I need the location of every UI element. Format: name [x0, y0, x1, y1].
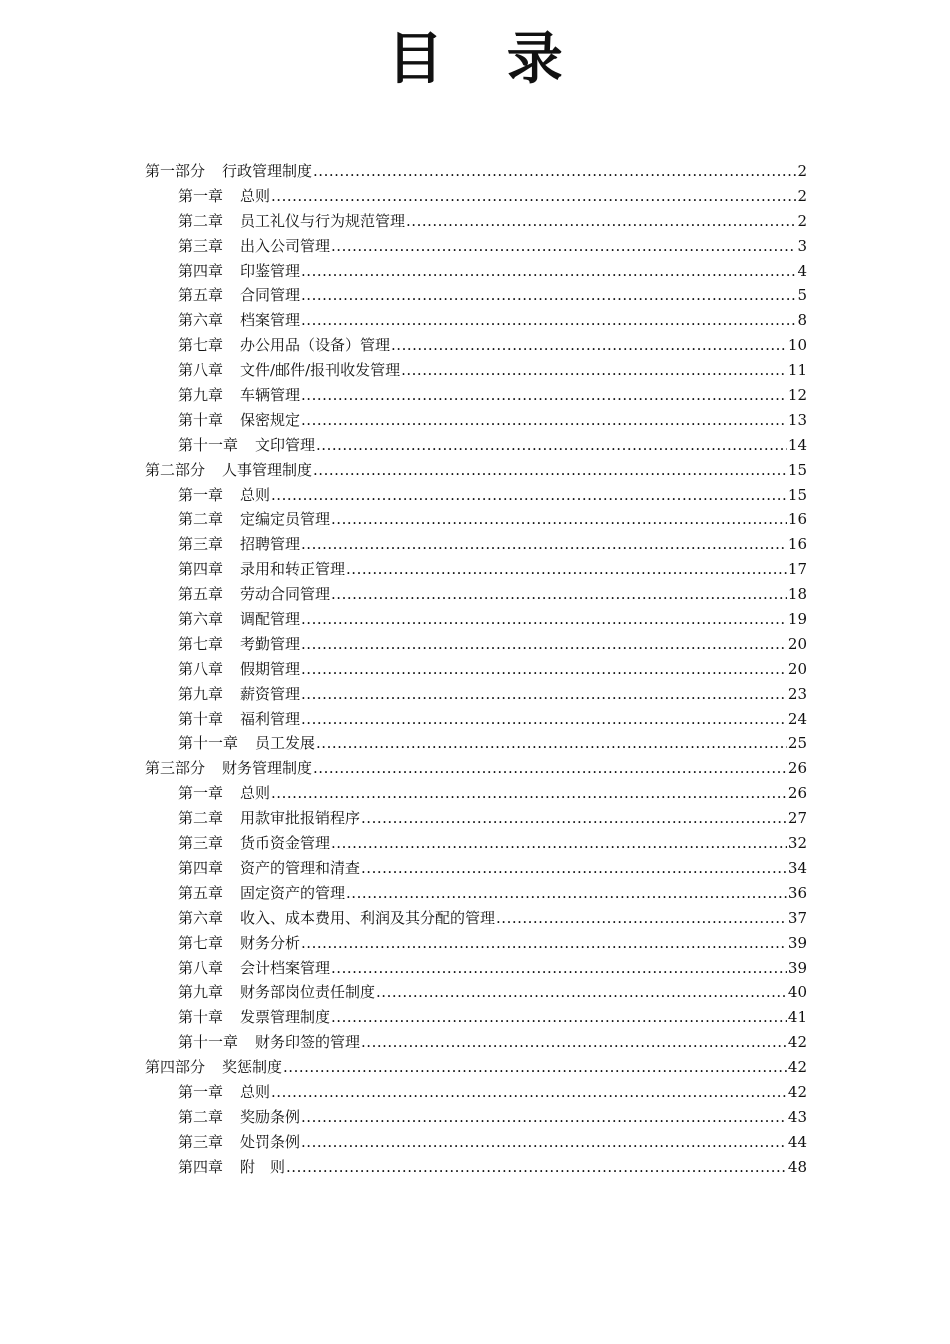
toc-chapter-entry[interactable]	[145, 383, 807, 408]
toc-entry-number: 第四部分	[145, 1058, 206, 1077]
toc-entry-title: 员工发展	[255, 734, 316, 753]
toc-page-number: 3	[797, 236, 807, 255]
toc-entry-number: 第四章	[178, 1157, 224, 1176]
toc-page-number: 18	[787, 585, 807, 604]
toc-entry-title: 资产的管理和清查	[240, 858, 361, 877]
toc-entry-title: 招聘管理	[240, 535, 301, 554]
toc-entry-number: 第三章	[178, 535, 224, 554]
toc-page-number: 17	[787, 560, 807, 579]
toc-entry-title: 考勤管理	[240, 634, 301, 653]
toc-entry-title: 收入、成本费用、利润及其分配的管理	[240, 908, 496, 927]
toc-entry-title: 附 则	[240, 1157, 286, 1176]
toc-chapter-entry[interactable]	[145, 980, 807, 1005]
toc-dot-leader	[496, 906, 787, 931]
toc-entry-number: 第四章	[178, 261, 224, 280]
toc-entry-title: 保密规定	[240, 410, 301, 429]
toc-chapter-entry[interactable]	[145, 1080, 807, 1105]
toc-dot-leader	[301, 308, 796, 333]
toc-entry-number: 第八章	[178, 958, 224, 977]
toc-dot-leader	[271, 483, 787, 508]
toc-page-number: 27	[787, 809, 807, 828]
toc-chapter-entry[interactable]	[145, 507, 807, 532]
toc-entry-number: 第十章	[178, 410, 224, 429]
toc-entry-number: 第六章	[178, 908, 224, 927]
toc-chapter-entry[interactable]	[145, 259, 807, 284]
toc-page-number: 25	[787, 734, 807, 753]
toc-dot-leader	[271, 781, 787, 806]
toc-entry-number: 第四章	[178, 560, 224, 579]
toc-dot-leader	[391, 333, 787, 358]
toc-chapter-entry[interactable]	[145, 682, 807, 707]
toc-chapter-entry[interactable]	[145, 532, 807, 557]
toc-page-number: 42	[787, 1033, 807, 1052]
toc-page-number: 4	[797, 261, 807, 280]
toc-chapter-entry[interactable]	[145, 931, 807, 956]
toc-entry-number: 第五章	[178, 585, 224, 604]
toc-dot-leader	[301, 383, 787, 408]
toc-page-number: 24	[787, 709, 807, 728]
toc-entry-number: 第六章	[178, 311, 224, 330]
toc-page-number: 8	[797, 311, 807, 330]
toc-entry-title: 财务部岗位责任制度	[240, 983, 376, 1002]
toc-page-number: 42	[787, 1082, 807, 1101]
toc-part-entry[interactable]	[145, 1055, 807, 1080]
toc-page-number: 16	[787, 510, 807, 529]
toc-dot-leader	[361, 806, 787, 831]
toc-dot-leader	[331, 234, 796, 259]
toc-entry-number: 第七章	[178, 634, 224, 653]
toc-dot-leader	[301, 931, 787, 956]
toc-entry-number: 第二章	[178, 1107, 224, 1126]
toc-dot-leader	[301, 632, 787, 657]
toc-dot-leader	[301, 259, 796, 284]
toc-entry-title: 总则	[240, 485, 271, 504]
toc-chapter-entry[interactable]	[145, 1005, 807, 1030]
toc-dot-leader	[361, 1030, 787, 1055]
toc-entry-title: 奖励条例	[240, 1107, 301, 1126]
toc-entry-number: 第三章	[178, 1132, 224, 1151]
toc-page-number: 48	[787, 1157, 807, 1176]
toc-entry-number: 第四章	[178, 858, 224, 877]
toc-chapter-entry[interactable]	[145, 806, 807, 831]
toc-entry-number: 第八章	[178, 361, 224, 380]
toc-chapter-entry[interactable]	[145, 657, 807, 682]
toc-entry-number: 第九章	[178, 684, 224, 703]
toc-entry-number: 第十章	[178, 709, 224, 728]
toc-page-number: 39	[787, 933, 807, 952]
toc-entry-title: 总则	[240, 784, 271, 803]
toc-dot-leader	[271, 184, 796, 209]
toc-entry-number: 第三章	[178, 834, 224, 853]
toc-dot-leader	[271, 1080, 787, 1105]
toc-dot-leader	[301, 1105, 787, 1130]
toc-page-number: 2	[797, 186, 807, 205]
toc-chapter-entry[interactable]	[145, 781, 807, 806]
toc-entry-title: 假期管理	[240, 659, 301, 678]
toc-entry-title: 福利管理	[240, 709, 301, 728]
toc-chapter-entry[interactable]	[145, 906, 807, 931]
toc-entry-number: 第一章	[178, 485, 224, 504]
toc-entry-number: 第七章	[178, 933, 224, 952]
toc-page-number: 26	[787, 784, 807, 803]
toc-dot-leader	[301, 1130, 787, 1155]
toc-page-number: 41	[787, 1008, 807, 1027]
toc-entry-title: 总则	[240, 1082, 271, 1101]
toc-dot-leader	[313, 756, 787, 781]
toc-entry-number: 第八章	[178, 659, 224, 678]
toc-chapter-entry[interactable]	[145, 632, 807, 657]
toc-entry-number: 第十一章	[178, 435, 239, 454]
toc-chapter-entry[interactable]	[145, 184, 807, 209]
toc-dot-leader	[331, 831, 787, 856]
toc-dot-leader	[286, 1155, 787, 1180]
toc-dot-leader	[331, 507, 787, 532]
toc-entry-title: 财务分析	[240, 933, 301, 952]
toc-dot-leader	[331, 1005, 787, 1030]
toc-page-number: 12	[787, 386, 807, 405]
toc-dot-leader	[301, 657, 787, 682]
toc-entry-title: 文印管理	[255, 435, 316, 454]
toc-entry-number: 第二章	[178, 211, 224, 230]
toc-chapter-entry[interactable]	[145, 1130, 807, 1155]
toc-entry-title: 货币资金管理	[240, 834, 331, 853]
page-title: 目 录	[387, 26, 585, 92]
toc-part-entry[interactable]	[145, 756, 807, 781]
toc-chapter-entry[interactable]	[145, 308, 807, 333]
toc-entry-title: 调配管理	[240, 610, 301, 629]
toc-chapter-entry[interactable]	[145, 831, 807, 856]
toc-chapter-entry[interactable]	[145, 333, 807, 358]
toc-page-number: 13	[787, 410, 807, 429]
toc-chapter-entry[interactable]	[145, 1105, 807, 1130]
toc-page-number: 39	[787, 958, 807, 977]
toc-page-number: 20	[787, 659, 807, 678]
toc-entry-number: 第一章	[178, 784, 224, 803]
toc-entry-title: 奖惩制度	[222, 1058, 283, 1077]
toc-dot-leader	[361, 856, 787, 881]
toc-chapter-entry[interactable]	[145, 234, 807, 259]
toc-entry-title: 处罚条例	[240, 1132, 301, 1151]
toc-entry-number: 第五章	[178, 883, 224, 902]
toc-entry-title: 薪资管理	[240, 684, 301, 703]
toc-dot-leader	[301, 408, 787, 433]
toc-dot-leader	[406, 209, 796, 234]
toc-page-number: 19	[787, 610, 807, 629]
toc-chapter-entry[interactable]	[145, 358, 807, 383]
toc-entry-number: 第二部分	[145, 460, 206, 479]
toc-dot-leader	[301, 707, 787, 732]
toc-entry-number: 第一部分	[145, 162, 206, 180]
toc-dot-leader	[346, 557, 787, 582]
toc-entry-title: 会计档案管理	[240, 958, 331, 977]
toc-chapter-entry[interactable]	[145, 1155, 807, 1180]
toc-dot-leader	[401, 358, 787, 383]
toc-page-number: 10	[787, 336, 807, 355]
toc-chapter-entry[interactable]	[145, 856, 807, 881]
toc-entry-number: 第十一章	[178, 1033, 239, 1052]
toc-dot-leader	[301, 607, 787, 632]
toc-chapter-entry[interactable]	[145, 408, 807, 433]
toc-page-number: 43	[787, 1107, 807, 1126]
toc-entry-title: 发票管理制度	[240, 1008, 331, 1027]
toc-entry-number: 第六章	[178, 610, 224, 629]
toc-part-entry[interactable]	[145, 458, 807, 483]
toc-page-number: 14	[787, 435, 807, 454]
toc-entry-title: 员工礼仪与行为规范管理	[240, 211, 406, 230]
toc-page-number: 37	[787, 908, 807, 927]
toc-chapter-entry[interactable]	[145, 956, 807, 981]
toc-dot-leader	[346, 881, 787, 906]
toc-part-entry[interactable]	[145, 159, 807, 184]
toc-page-number: 5	[797, 286, 807, 305]
toc-entry-number: 第十章	[178, 1008, 224, 1027]
toc-entry-title: 印鉴管理	[240, 261, 301, 280]
toc-page-number: 20	[787, 634, 807, 653]
toc-chapter-entry[interactable]	[145, 283, 807, 308]
toc-chapter-entry[interactable]	[145, 881, 807, 906]
toc-page-number: 40	[787, 983, 807, 1002]
toc-chapter-entry[interactable]	[145, 557, 807, 582]
toc-entry-number: 第三章	[178, 236, 224, 255]
toc-entry-number: 第十一章	[178, 734, 239, 753]
toc-dot-leader	[316, 433, 787, 458]
toc-entry-title: 车辆管理	[240, 386, 301, 405]
toc-dot-leader	[283, 1055, 787, 1080]
toc-dot-leader	[313, 159, 796, 184]
toc-dot-leader	[331, 956, 787, 981]
toc-entry-title: 财务印签的管理	[255, 1033, 361, 1052]
toc-page-number: 15	[787, 460, 807, 479]
toc-chapter-entry[interactable]	[145, 433, 807, 458]
toc-page-number: 42	[787, 1058, 807, 1077]
toc-page-number: 16	[787, 535, 807, 554]
toc-entry-number: 第三部分	[145, 759, 206, 778]
toc-page-number: 11	[787, 361, 807, 380]
toc-entry-number: 第一章	[178, 186, 224, 205]
toc-dot-leader	[301, 682, 787, 707]
toc-chapter-entry[interactable]	[145, 731, 807, 756]
toc-page-number: 15	[787, 485, 807, 504]
toc-page-number: 2	[797, 162, 807, 180]
toc-chapter-entry[interactable]	[145, 209, 807, 234]
toc-entry-title: 用款审批报销程序	[240, 809, 361, 828]
toc-page-number: 26	[787, 759, 807, 778]
toc-entry-number: 第二章	[178, 510, 224, 529]
toc-chapter-entry[interactable]	[145, 483, 807, 508]
toc-chapter-entry[interactable]	[145, 1030, 807, 1055]
toc-entry-title: 出入公司管理	[240, 236, 331, 255]
toc-entry-title: 行政管理制度	[222, 162, 313, 180]
toc-entry-number: 第五章	[178, 286, 224, 305]
toc-page-number: 44	[787, 1132, 807, 1151]
toc-entry-title: 录用和转正管理	[240, 560, 346, 579]
toc-chapter-entry[interactable]	[145, 582, 807, 607]
toc-dot-leader	[316, 731, 787, 756]
toc-entry-number: 第九章	[178, 386, 224, 405]
toc-entry-number: 第二章	[178, 809, 224, 828]
toc-page-number: 32	[787, 834, 807, 853]
toc-entry-title: 办公用品（设备）管理	[240, 336, 391, 355]
toc-entry-title: 档案管理	[240, 311, 301, 330]
toc-chapter-entry[interactable]	[145, 607, 807, 632]
toc-entry-number: 第九章	[178, 983, 224, 1002]
toc-chapter-entry[interactable]	[145, 707, 807, 732]
toc-entry-number: 第七章	[178, 336, 224, 355]
toc-entry-title: 合同管理	[240, 286, 301, 305]
toc-dot-leader	[301, 283, 796, 308]
toc-dot-leader	[301, 532, 787, 557]
toc-entry-title: 总则	[240, 186, 271, 205]
toc-page-number: 36	[787, 883, 807, 902]
toc-page-number: 34	[787, 858, 807, 877]
toc-entry-title: 定编定员管理	[240, 510, 331, 529]
toc-dot-leader	[331, 582, 787, 607]
toc-page-number: 2	[797, 211, 807, 230]
toc-page-number: 23	[787, 684, 807, 703]
toc-dot-leader	[313, 458, 787, 483]
toc-dot-leader	[376, 980, 787, 1005]
toc-entry-title: 文件/邮件/报刊收发管理	[240, 361, 401, 380]
table-of-contents	[145, 159, 807, 1180]
toc-entry-title: 劳动合同管理	[240, 585, 331, 604]
toc-entry-title: 财务管理制度	[222, 759, 313, 778]
toc-entry-number: 第一章	[178, 1082, 224, 1101]
toc-entry-title: 人事管理制度	[222, 460, 313, 479]
toc-entry-title: 固定资产的管理	[240, 883, 346, 902]
